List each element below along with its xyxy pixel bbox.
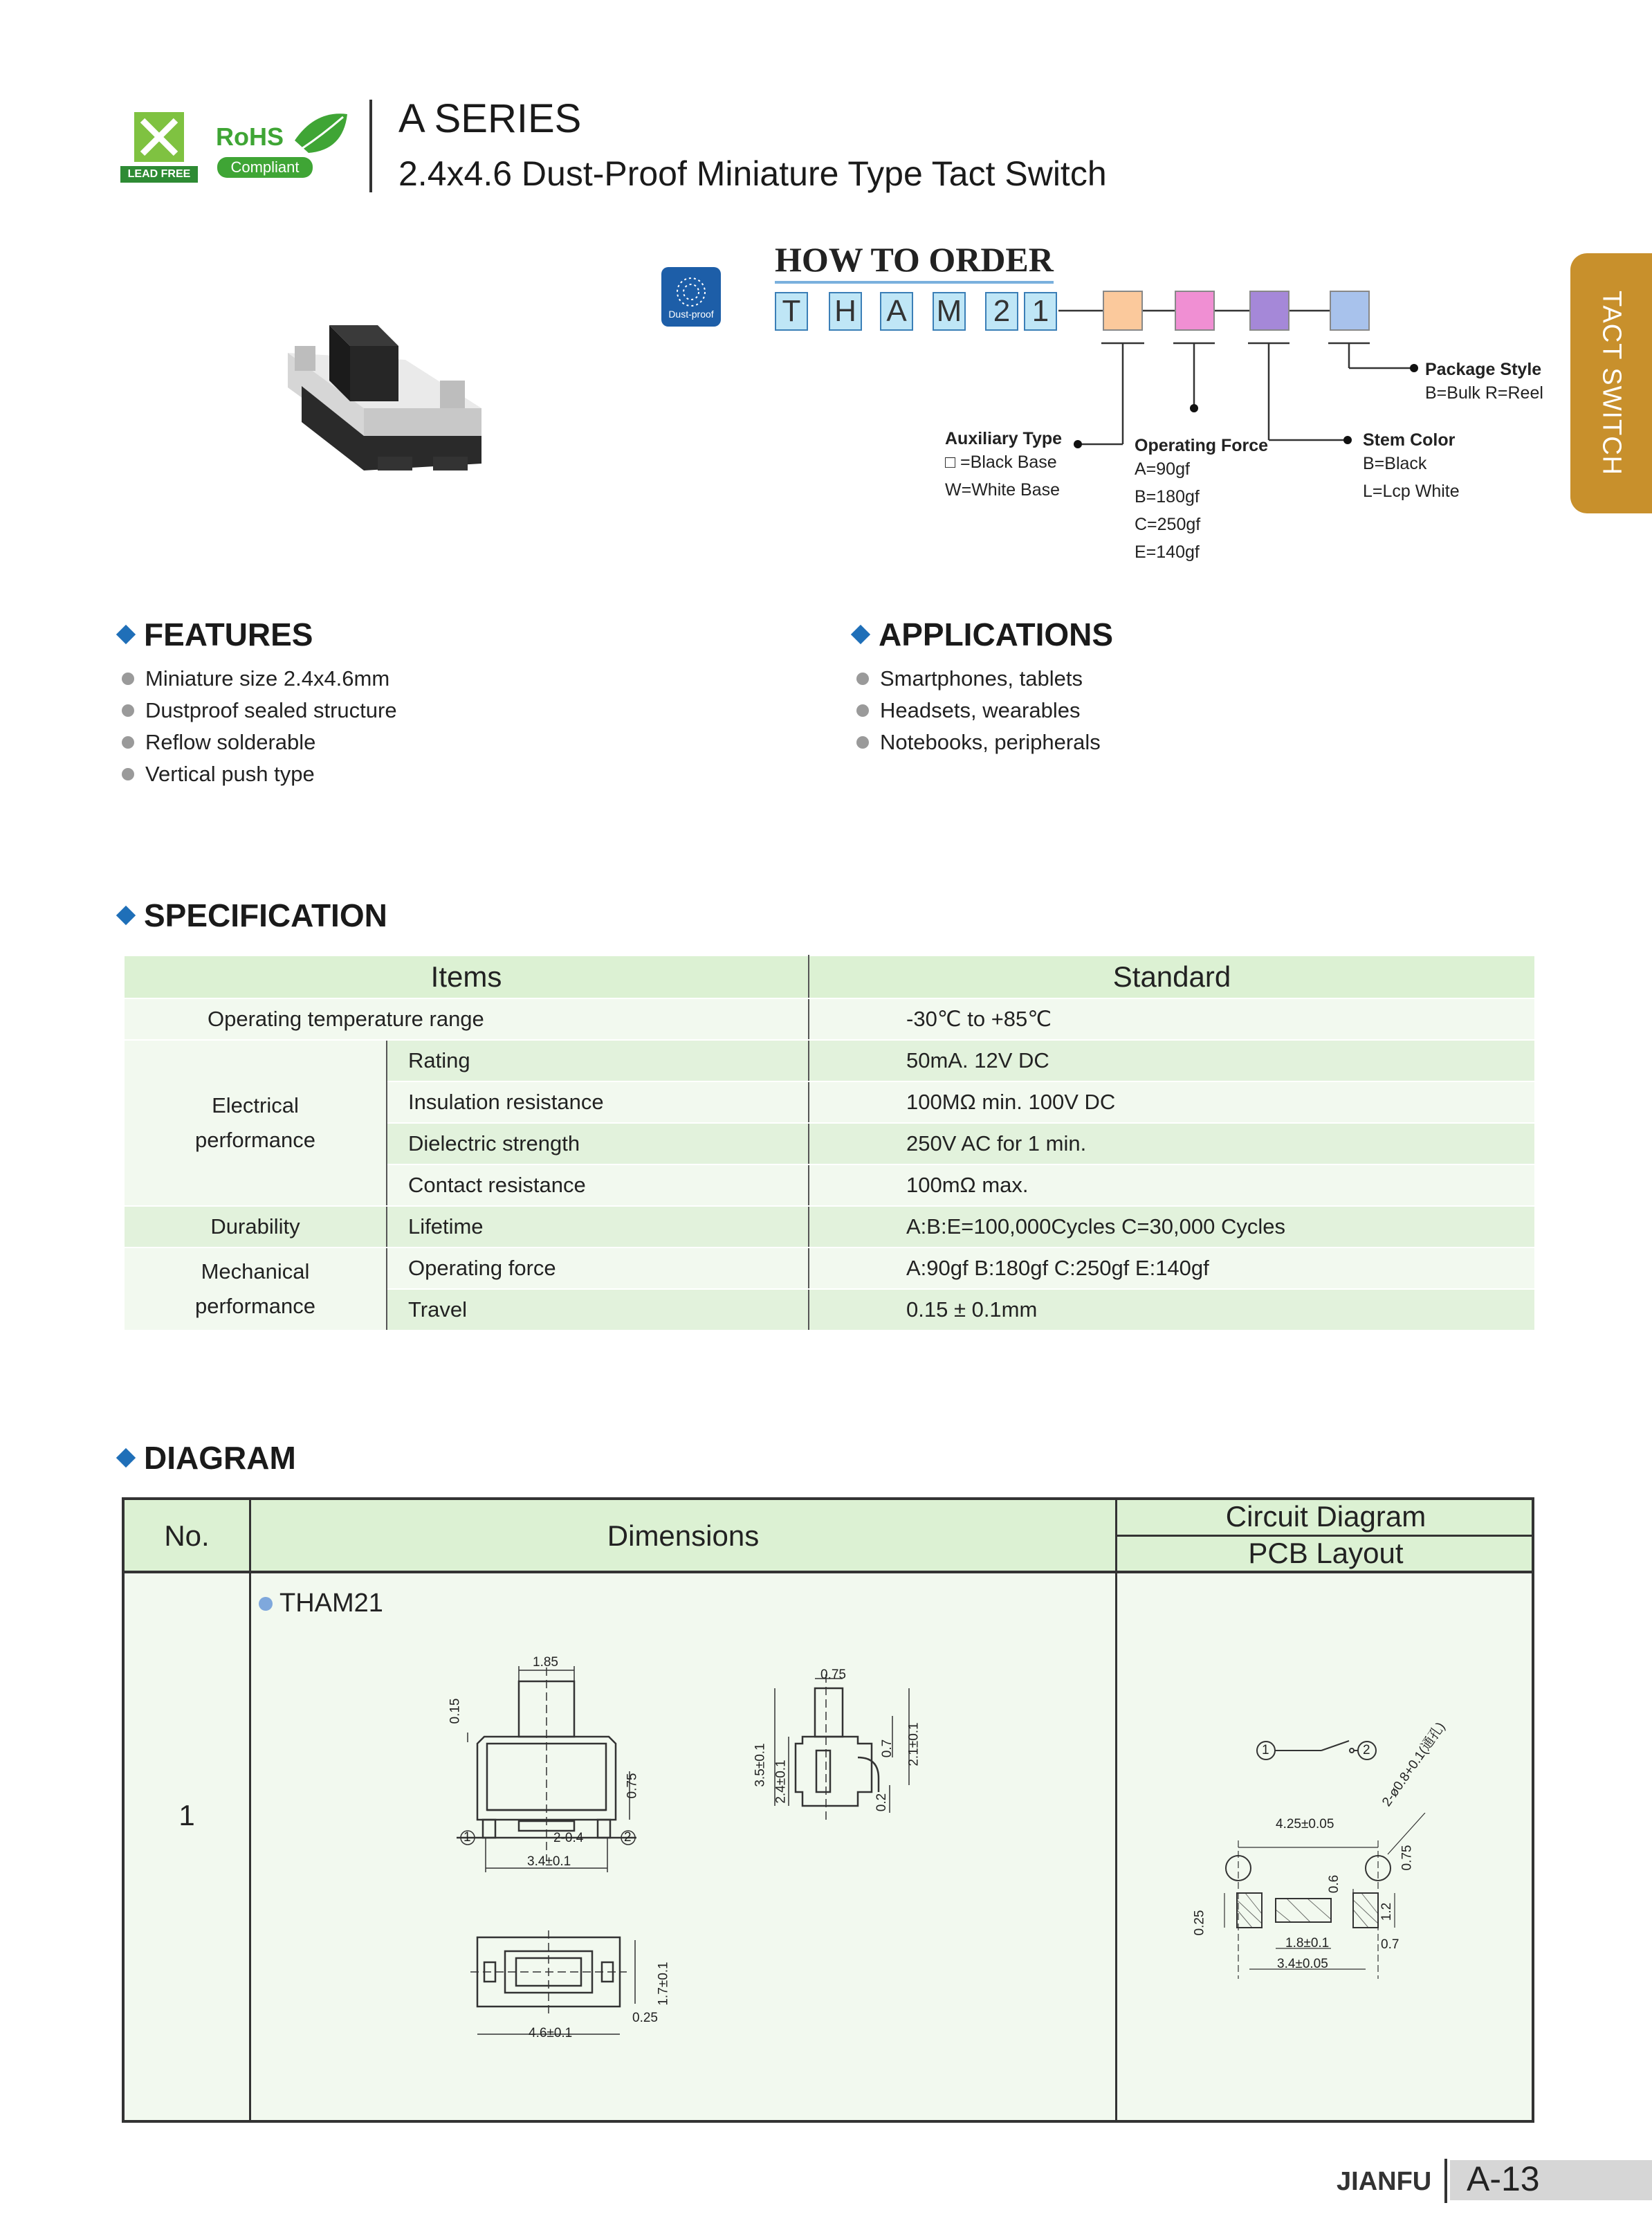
footer-separator <box>1444 2159 1447 2203</box>
dim-label: 3.4±0.1 <box>527 1854 571 1869</box>
col-no: No. <box>164 1519 210 1552</box>
operating-force-title: Operating Force <box>1135 436 1269 455</box>
dim-label: 0.2 <box>874 1793 890 1812</box>
pcb-dim-label: 1.8±0.1 <box>1285 1936 1330 1950</box>
group-label: Electrical <box>212 1093 299 1117</box>
package-style-value: B=Bulk R=Reel <box>1425 383 1543 403</box>
dim-label: 0.15 <box>448 1698 463 1724</box>
item-cell: Lifetime <box>387 1206 809 1248</box>
diagram-title: DIAGRAM <box>144 1440 296 1476</box>
how-to-order-title: HOW TO ORDER <box>775 239 1054 284</box>
rohs-text: RoHS <box>216 122 284 151</box>
feature-text: Miniature size 2.4x4.6mm <box>145 666 390 691</box>
applications-heading <box>851 616 1113 653</box>
application-text: Headsets, wearables <box>880 698 1081 722</box>
features-list <box>122 663 397 790</box>
diagram-heading <box>116 1439 296 1477</box>
product-photo <box>274 304 488 484</box>
item-cell: Travel <box>387 1289 809 1331</box>
rohs-logo <box>212 107 347 179</box>
front-view-drawing <box>443 1661 650 1882</box>
code-char: A <box>880 292 913 331</box>
operating-force <box>1135 436 1268 567</box>
dim-label: 0.75 <box>820 1667 846 1682</box>
pcb-dim-label: 4.25±0.05 <box>1276 1817 1334 1831</box>
bullet-icon <box>122 768 134 780</box>
code-char: H <box>829 292 862 331</box>
bullet-icon <box>856 704 869 717</box>
pin-label: 2 <box>624 1830 632 1845</box>
stem-color-value: B=Black <box>1363 454 1427 473</box>
lead-free-logo <box>120 111 198 183</box>
list-item <box>122 726 397 758</box>
header-divider <box>369 100 372 192</box>
footer-brand: JIANFU <box>1337 2167 1432 2196</box>
table-row <box>124 998 1535 1040</box>
pcb-dim-label: 0.7 <box>1381 1937 1399 1952</box>
standard-cell: 100MΩ min. 100V DC <box>809 1081 1535 1123</box>
bullet-icon <box>122 673 134 685</box>
dim-label: 0.75 <box>625 1773 640 1799</box>
standard-cell: 50mA. 12V DC <box>809 1040 1535 1081</box>
electrical-group <box>124 1040 387 1206</box>
side-tab <box>1570 253 1652 513</box>
col-pcb: PCB Layout <box>1248 1537 1404 1569</box>
lead-free-text: LEAD FREE <box>127 168 191 180</box>
stem-color-title: Stem Color <box>1363 430 1456 450</box>
feature-text: Dustproof sealed structure <box>145 698 397 722</box>
table-row <box>124 1040 1535 1081</box>
circuit-pin-label: 2 <box>1363 1743 1370 1757</box>
features-heading <box>116 616 313 653</box>
auxiliary-type-title: Auxiliary Type <box>945 429 1063 448</box>
auxiliary-type-value: □ =Black Base <box>945 453 1057 472</box>
package-style-title: Package Style <box>1425 360 1542 379</box>
dim-label: 1.7±0.1 <box>656 1962 671 2006</box>
code-char: 1 <box>1024 292 1057 331</box>
dim-label: 2.4±0.1 <box>773 1760 789 1804</box>
dim-label: 3.5±0.1 <box>753 1743 768 1787</box>
op-temp-value: -30℃ to +85℃ <box>809 998 1535 1040</box>
specification-heading <box>116 897 387 934</box>
bullet-icon <box>122 704 134 717</box>
item-cell: Insulation resistance <box>387 1081 809 1123</box>
feature-text: Reflow solderable <box>145 730 316 754</box>
table-row <box>124 1206 1535 1248</box>
model-name: THAM21 <box>279 1589 383 1618</box>
applications-title: APPLICATIONS <box>879 616 1114 652</box>
series-subtitle: 2.4x4.6 Dust-Proof Miniature Type Tact Switch <box>398 154 1107 193</box>
bullet-icon <box>856 736 869 749</box>
mechanical-group <box>124 1248 387 1331</box>
pin-label: 1 <box>464 1830 471 1845</box>
list-item <box>122 663 397 695</box>
application-text: Notebooks, peripherals <box>880 730 1101 754</box>
pcb-dim-label: 3.4±0.05 <box>1277 1957 1328 1971</box>
pcb-dim-label: 0.6 <box>1327 1874 1342 1894</box>
stem-color-value: L=Lcp White <box>1363 482 1460 501</box>
auxiliary-type-value: W=White Base <box>945 480 1061 500</box>
group-label: performance <box>194 1128 316 1152</box>
rohs-compliant-text: Compliant <box>230 158 300 176</box>
bullet-icon <box>259 1597 273 1611</box>
package-style <box>1425 360 1543 408</box>
col-dimensions: Dimensions <box>607 1519 760 1552</box>
standard-cell: A:B:E=100,000Cycles C=30,000 Cycles <box>809 1206 1535 1248</box>
model-label <box>259 1589 383 1618</box>
diamond-icon <box>116 625 136 644</box>
stem-color <box>1363 430 1460 506</box>
operating-force-value: B=180gf <box>1135 487 1200 506</box>
row-no: 1 <box>178 1799 195 1831</box>
col-items: Items <box>124 956 809 998</box>
pcb-dim-label: 2-ø0.8+0.1(通孔) <box>1379 1719 1449 1809</box>
pcb-dim-label: 0.25 <box>1192 1910 1207 1936</box>
features-title: FEATURES <box>144 616 313 652</box>
circuit-pin-label: 1 <box>1262 1743 1269 1757</box>
group-label: performance <box>194 1294 316 1318</box>
item-cell: Dielectric strength <box>387 1123 809 1164</box>
durability-group: Durability <box>124 1206 387 1248</box>
specification-title: SPECIFICATION <box>144 897 387 933</box>
table-header-row <box>124 956 1535 998</box>
item-cell: Operating force <box>387 1248 809 1289</box>
code-char: 2 <box>985 292 1018 331</box>
standard-cell: A:90gf B:180gf C:250gf E:140gf <box>809 1248 1535 1289</box>
bullet-icon <box>122 736 134 749</box>
item-cell: Rating <box>387 1040 809 1081</box>
specification-table <box>123 955 1536 1331</box>
col-circuit: Circuit Diagram <box>1225 1500 1426 1533</box>
dim-label: 2-0.4 <box>553 1831 584 1845</box>
dim-label: 1.85 <box>533 1655 558 1670</box>
page-number: A-13 <box>1467 2159 1540 2198</box>
side-tab-label: TACT SWITCH <box>1597 291 1626 476</box>
list-item <box>856 726 1101 758</box>
list-item <box>122 758 397 790</box>
auxiliary-type <box>945 429 1062 504</box>
feature-text: Vertical push type <box>145 762 315 786</box>
code-char: M <box>933 292 966 331</box>
dim-label: 0.7 <box>880 1739 895 1758</box>
item-cell: Contact resistance <box>387 1164 809 1206</box>
col-standard: Standard <box>809 956 1535 998</box>
diagram-col-line <box>249 1497 251 2123</box>
bullet-icon <box>856 673 869 685</box>
list-item <box>856 663 1101 695</box>
series-title: A SERIES <box>398 96 582 141</box>
diamond-icon <box>116 1448 136 1468</box>
table-row <box>124 1248 1535 1289</box>
pcb-dim-label: 0.75 <box>1399 1845 1415 1871</box>
standard-cell: 100mΩ max. <box>809 1164 1535 1206</box>
list-item <box>122 695 397 726</box>
diagram-col-line <box>1115 1497 1117 2123</box>
diamond-icon <box>116 906 136 925</box>
dust-proof-label: Dust-proof <box>668 309 714 320</box>
applications-list <box>856 663 1101 758</box>
operating-force-value: E=140gf <box>1135 542 1200 562</box>
application-text: Smartphones, tablets <box>880 666 1083 691</box>
dim-label: 4.6±0.1 <box>529 2026 573 2040</box>
operating-force-value: A=90gf <box>1135 459 1190 479</box>
dim-label: 2.1±0.1 <box>906 1722 921 1766</box>
operating-force-value: C=250gf <box>1135 515 1201 534</box>
diamond-icon <box>851 625 870 644</box>
code-char: T <box>775 292 808 331</box>
dust-proof-icon <box>661 267 721 327</box>
list-item <box>856 695 1101 726</box>
standard-cell: 250V AC for 1 min. <box>809 1123 1535 1164</box>
standard-cell: 0.15 ± 0.1mm <box>809 1289 1535 1331</box>
op-temp-label: Operating temperature range <box>124 998 809 1040</box>
pcb-dim-label: 1.2 <box>1379 1902 1395 1921</box>
dim-label: 0.25 <box>632 2011 658 2025</box>
group-label: Mechanical <box>201 1259 310 1283</box>
